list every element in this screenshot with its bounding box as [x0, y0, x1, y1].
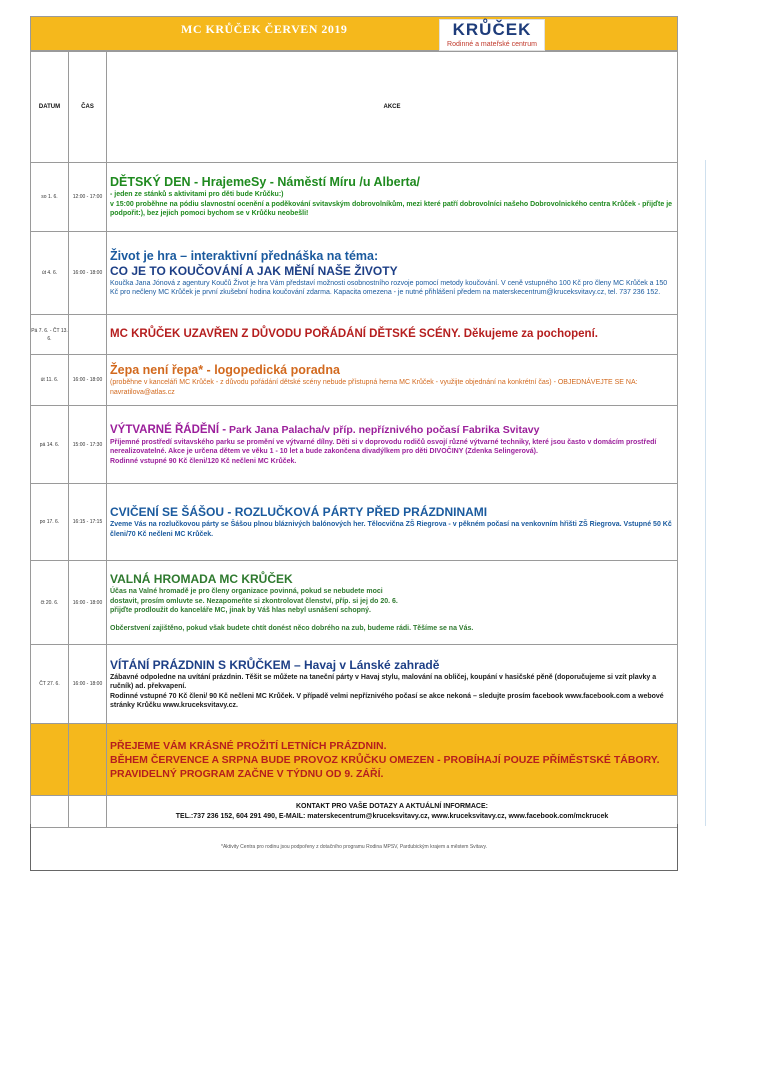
column-header-time: ČAS — [69, 52, 107, 163]
event-text: Účas na Valné hromadě je pro členy organizace povinná, pokud se nebudete moci — [110, 588, 383, 595]
event-text: - jeden ze stánků s aktivitami pro děti bude Krůčku:) — [110, 191, 284, 199]
table-row — [31, 232, 678, 315]
event-text: Zábavné odpoledne na uvítání prázdnin. Těšit se můžete na taneční párty v Havaj stylu, malování na obličej, koupání v hasičské pěně (doporučujeme si vzít plavky a ručník) ad. překvapení. — [110, 673, 657, 690]
event-text: (proběhne v kanceláři MC Krůček - z důvodu pořádání dětské scény nebude přístupná herna MC Krůček - využijte objednání na konkrétní čas) - OBJEDNÁVEJTE SE NA: navratilova@atlas.cz — [110, 379, 638, 396]
event-text: přijďte prodloužit do kanceláře MC, jinak by Váš hlas nebyl usnášení schopný. — [110, 607, 371, 614]
event-text: Rodinné vstupné 70 Kč členi/ 90 Kč nečleni MC Krůček. V případě velmi nepříznivého počasí se akce nekoná – sledujte prosím facebook www.facebook.com a webové stránky Krůčku www.kruceksvitavy.cz. — [110, 692, 664, 709]
event-title: DĚTSKÝ DEN - HrajemeSy - Náměstí Míru /u Alberta/ — [110, 175, 421, 190]
event-date: po 17. 6. — [31, 484, 69, 561]
event-date: Pá 7. 6. - ČT 13. 6. — [31, 315, 69, 355]
notice-row — [31, 724, 678, 796]
event-cell — [107, 232, 678, 315]
column-header-date: DATUM — [31, 52, 69, 163]
krucek-logo — [439, 19, 545, 51]
event-title: MC KRŮČEK UZAVŘEN Z DŮVODU POŘÁDÁNÍ DĚTSKÉ SCÉNY. Děkujeme za pochopení. — [110, 328, 598, 340]
event-title-main: VÝTVARNÉ ŘÁDĚNÍ - — [110, 423, 227, 436]
contact-cell — [107, 796, 678, 828]
table-row — [31, 484, 678, 561]
event-subtitle: CO JE TO KOUČOVÁNÍ A JAK MĚNÍ NAŠE ŽIVOTY — [110, 263, 398, 278]
event-text: Koučka Jana Jónová z agentury Koučů Život je hra Vám představí možnosti osobnostního rozvoje pomocí metody koučování. V ceně vstupného 100 Kč pro členy MC Krůček a 150 Kč pro nečleny MC Krůček je první zkušební hodina koučování zdarma. Kapacita omezena - je nutné přihlášení předem na materskecentrum@kruceksvitavy.cz, tel. 737 236 152. — [110, 279, 668, 296]
event-text: Příjemné prostředí svitavského parku se promění ve výtvarné dílny. Děti si v doprovodu rodičů osvojí různé výtvarné techniky, které jsou často v domácím prostředí nerealizovatelné. Akce je určena dětem ve věku 1 - 10 let a bude zakončena divadýlkem pro děti DIVOČINY (Zdenka Selingerová). — [110, 438, 657, 456]
event-date: út 4. 6. — [31, 232, 69, 315]
event-cell — [107, 484, 678, 561]
title-bar — [30, 16, 678, 51]
event-title — [110, 423, 674, 438]
event-text: dostavit, prosím omluvte se. Nezapomeňte si zkontrolovat členství, příp. si jej do 20. 6. — [110, 597, 398, 605]
table-row — [31, 163, 678, 232]
event-date: út 11. 6. — [31, 355, 69, 406]
event-time: 16:15 - 17:15 — [69, 484, 107, 561]
table-row — [31, 315, 678, 355]
logo-subtitle: Rodinné a mateřské centrum — [447, 41, 537, 48]
event-text: Rodinné vstupné 90 Kč členi/120 Kč nečleni MC Krůček. — [110, 457, 297, 465]
event-title: Žepa není řepa* - logopedická poradna — [110, 363, 340, 377]
table-row — [31, 645, 678, 724]
contact-time-cell — [69, 796, 107, 828]
notice-cell — [107, 724, 678, 796]
event-text: Občerstvení zajištěno, pokud však budete chtít donést něco dobrého na zub, budeme rádi. Těšíme se na Vás. — [110, 624, 474, 632]
notice-line: PRAVIDELNÝ PROGRAM ZAČNE V TÝDNU OD 9. ZÁŘÍ. — [110, 767, 384, 780]
event-title: VALNÁ HROMADA MC KRŮČEK — [110, 572, 293, 586]
event-time: 12:00 - 17:00 — [69, 163, 107, 232]
event-cell — [107, 645, 678, 724]
support-footnote: *Aktivity Centra pro rodinu jsou podpořeny z dotačního programu Rodina MPSV, Pardubickým krajem a městem Svitavy. — [221, 844, 487, 850]
schedule-table — [30, 51, 678, 828]
event-cell — [107, 355, 678, 406]
footer-box — [30, 824, 678, 871]
event-time — [69, 315, 107, 355]
event-time: 15:00 - 17:30 — [69, 406, 107, 484]
event-title: VÍTÁNÍ PRÁZDNIN S KRŮČKEM – Havaj v Lánské zahradě — [110, 657, 440, 672]
event-cell — [107, 561, 678, 645]
event-title-place: Park Jana Palacha/v příp. nepříznivého počasí Fabrika Svitavy — [226, 423, 540, 436]
table-row — [31, 561, 678, 645]
schedule-sheet — [30, 16, 678, 828]
contact-date-cell — [31, 796, 69, 828]
event-title: CVIČENÍ SE ŠÁŠOU - ROZLUČKOVÁ PÁRTY PŘED PRÁZDNINAMI — [110, 505, 488, 519]
table-header-row — [31, 52, 678, 163]
contact-details: TEL.:737 236 152, 604 291 490, E-MAIL: materskecentrum@kruceksvitavy.cz, www.kruceksvitavy.cz, www.facebook.com/mckrucek — [175, 812, 609, 820]
page-title: MC KRŮČEK ČERVEN 2019 — [181, 22, 348, 36]
event-date: ČT 27. 6. — [31, 645, 69, 724]
event-date: čt 20. 6. — [31, 561, 69, 645]
page-margin-line — [705, 160, 706, 826]
contact-heading: KONTAKT PRO VAŠE DOTAZY A AKTUÁLNÍ INFORMACE: — [296, 802, 488, 810]
event-cell — [107, 163, 678, 232]
event-cell — [107, 406, 678, 484]
column-header-event: AKCE — [107, 52, 678, 163]
notice-time-cell — [69, 724, 107, 796]
event-time: 16:00 - 18:00 — [69, 232, 107, 315]
logo-wordmark: KRŮČEK — [452, 20, 532, 39]
event-title: Život je hra – interaktivní přednáška na téma: — [110, 248, 379, 263]
event-text: Zveme Vás na rozlučkovou párty se Šášou plnou bláznivých balónových her. Tělocvična ZŠ Riegrova - v pěkném počasí na venkovním hřišti ZŠ Riegrova. Vstupné 50 Kč členi/70 Kč nečleni MC Krůček. — [110, 521, 672, 538]
event-time: 16:00 - 18:00 — [69, 645, 107, 724]
event-date: so 1. 6. — [31, 163, 69, 232]
notice-line: BĚHEM ČERVENCE A SRPNA BUDE PROVOZ KRŮČKU OMEZEN - PROBÍHAJÍ POUZE PŘÍMĚSTSKÉ TÁBORY. — [110, 753, 660, 766]
event-time: 16:00 - 18:00 — [69, 561, 107, 645]
event-date: pá 14. 6. — [31, 406, 69, 484]
notice-line: PŘEJEME VÁM KRÁSNÉ PROŽITÍ LETNÍCH PRÁZDNIN. — [110, 739, 387, 752]
notice-date-cell — [31, 724, 69, 796]
table-row — [31, 355, 678, 406]
event-cell — [107, 315, 678, 355]
event-time: 16:00 - 18:00 — [69, 355, 107, 406]
table-row — [31, 406, 678, 484]
contact-row — [31, 796, 678, 828]
event-text: v 15:00 proběhne na pódiu slavnostní ocenění a poděkování svitavským dobrovolníkům, mezi které patří dobrovolníci našeho Dobrovolnického centra Krůček - přijďte je podpořit:), bez jejich pomoci bychom se v Krůčku neobešli! — [110, 200, 673, 218]
